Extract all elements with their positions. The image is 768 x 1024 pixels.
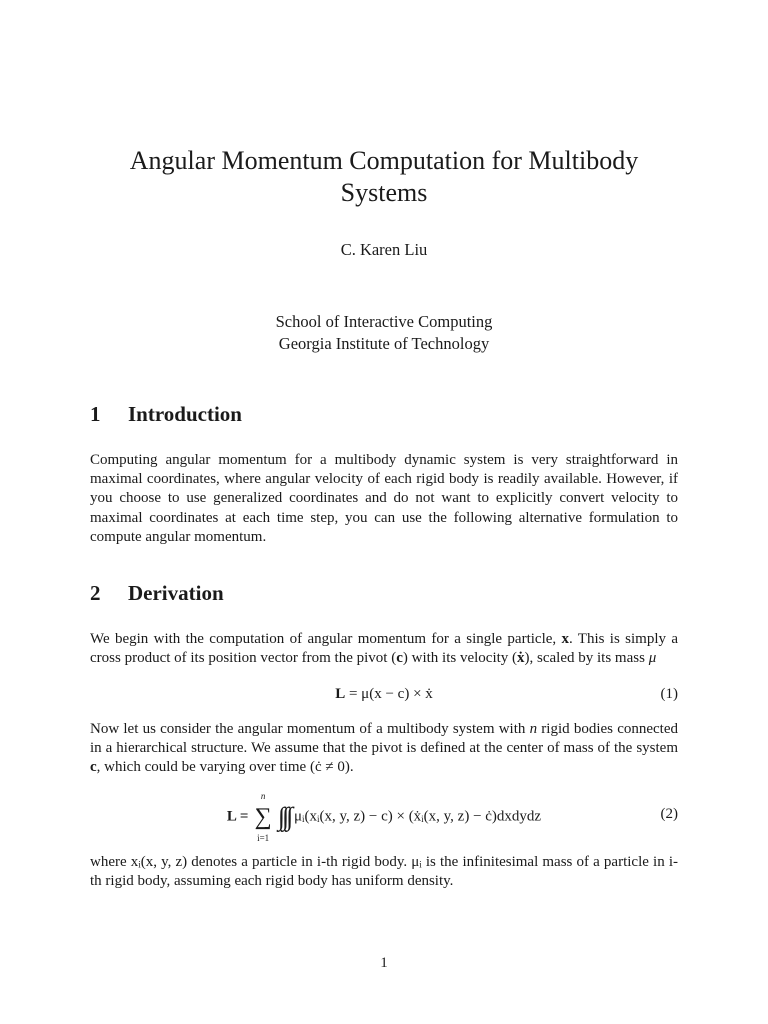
equation-number: (1) xyxy=(660,686,678,702)
text-run: . This is simply a cross product of its position vector from the pivot ( xyxy=(90,631,678,667)
equation-body xyxy=(90,791,678,843)
author-name: C. Karen Liu xyxy=(340,240,428,259)
text-run: ) with its velocity ( xyxy=(402,650,518,667)
vector-xdot: ẋ xyxy=(517,650,525,667)
text-run: We begin with the computation of angular momentum for a single particle, xyxy=(90,631,562,647)
text-run: ), scaled by its mass xyxy=(524,650,649,667)
text-run: , which could be varying over time (ċ ≠ 0). xyxy=(96,759,354,776)
derivation-paragraph-1 xyxy=(90,630,678,668)
equation-1 xyxy=(90,686,678,706)
sum-lower-limit: i=1 xyxy=(257,833,270,843)
vector-c: c xyxy=(90,759,97,776)
affiliation-line-2: Georgia Institute of Technology xyxy=(278,334,490,353)
derivation-paragraph-3: where xᵢ(x, y, z) denotes a particle in i-th rigid body. μᵢ is the infinitesimal mass of a particle in i-th rigid body, assuming each rigid body has uniform density. xyxy=(90,854,678,890)
equation-lhs: L = xyxy=(226,808,249,825)
vector-x: x xyxy=(561,631,569,647)
derivation-paragraph-2 xyxy=(90,720,678,778)
affiliation-line-1: School of Interactive Computing xyxy=(275,312,493,331)
section-number: 1 xyxy=(90,402,101,426)
equation-number: (2) xyxy=(660,806,678,822)
section-heading-derivation xyxy=(90,581,224,606)
text-run: rigid bodies connected in a hierarchical structure. We assume that the pivot is defined at the center of mass of the system xyxy=(90,721,678,757)
section-number: 2 xyxy=(90,581,101,605)
equation-rhs: μᵢ(xᵢ(x, y, z) − c) × (ẋᵢ(x, y, z) − ċ)dxdydz xyxy=(294,808,542,825)
symbol-mu: μ xyxy=(648,650,657,667)
sum-upper-limit: n xyxy=(260,791,266,801)
paper-title: Angular Momentum Computation for Multibody Systems xyxy=(129,146,639,207)
section-title: Introduction xyxy=(128,402,242,426)
section-title: Derivation xyxy=(128,581,224,605)
triple-integral-symbol: ∫∫∫ xyxy=(277,802,291,831)
equation-body xyxy=(90,686,678,703)
page-number: 1 xyxy=(380,955,388,971)
intro-paragraph: Computing angular momentum for a multibody dynamic system is very straightforward in maximal coordinates, where angular velocity of each rigid body is readily available. However, if you choose to use generalized coordinates and do not want to explicitly convert velocity to maximal coordinates at each time step, you can use the following alternative formulation to compute angular momentum. xyxy=(90,452,678,545)
affiliation xyxy=(0,311,768,355)
text-run: Now let us consider the angular momentum of a multibody system with xyxy=(90,721,530,737)
equation-lhs: L xyxy=(335,686,346,702)
equation-2 xyxy=(90,791,678,843)
equation-rhs: = μ(x − c) × ẋ xyxy=(345,686,433,702)
symbol-n: n xyxy=(529,721,538,737)
vector-c: c xyxy=(396,650,403,667)
section-heading-introduction xyxy=(90,402,242,427)
summation-symbol: n ∑ i=1 xyxy=(252,805,274,829)
